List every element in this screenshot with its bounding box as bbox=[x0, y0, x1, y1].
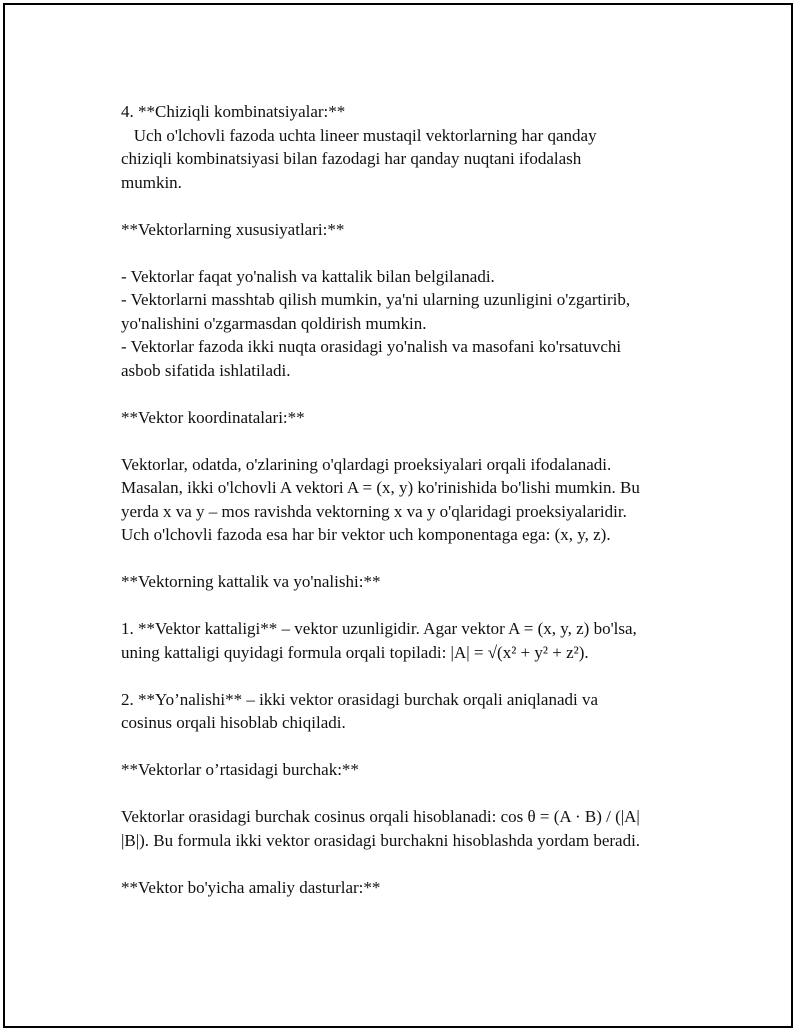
section-heading: **Vektor bo'yicha amaliy dasturlar:** bbox=[121, 877, 381, 897]
section-heading: **Vektorning kattalik va yo'nalishi:** bbox=[121, 572, 381, 591]
spacer bbox=[121, 382, 711, 406]
spacer bbox=[121, 241, 711, 265]
document-page bbox=[3, 3, 793, 1028]
list-item-heading: 4. **Chiziqli kombinatsiyalar:** bbox=[121, 102, 346, 121]
spacer bbox=[121, 194, 711, 218]
spacer bbox=[121, 594, 711, 618]
spacer bbox=[121, 429, 711, 453]
bullet-list: - Vektorlar faqat yo'nalish va kattalik bilan belgilanadi. - Vektorlarni masshtab qilish mumkin, ya'ni ularning uzunligini o'zgartirib, yo'nalishini o'zgarmasdan qoldirish mumkin. - Vektorlar fazoda ikki nuqta orasidagi yo'nalish va masofani ko'rsatuvchi asbob sifatida ishlatiladi. bbox=[121, 266, 631, 380]
section-heading: **Vektor koordinatalari:** bbox=[121, 407, 305, 427]
numbered-item: 1. **Vektor kattaligi** – vektor uzunligidir. Agar vektor A = (x, y, z) bo'lsa, uning kattaligi quyidagi formula orqali topiladi: |A| = √(x² + y² + z²). bbox=[121, 619, 637, 662]
spacer bbox=[121, 735, 711, 759]
spacer bbox=[121, 664, 711, 688]
numbered-item: 2. **Yo’nalishi** – ikki vektor orasidagi burchak orqali aniqlanadi va cosinus orqali hisoblab chiqiladi. bbox=[121, 689, 599, 732]
paragraph: Vektorlar orasidagi burchak cosinus orqali hisoblanadi: cos θ = (A · B) / (|A| |B|). Bu formula ikki vektor orasidagi burchakni hisoblashda yordam beradi. bbox=[121, 807, 641, 850]
document-body bbox=[121, 100, 711, 899]
paragraph: Uch o'lchovli fazoda uchta lineer mustaqil vektorlarning har qanday chiziqli kombinatsiyasi bilan fazodagi har qanday nuqtani ifodalash mumkin. bbox=[121, 125, 597, 192]
spacer bbox=[121, 852, 711, 876]
spacer bbox=[121, 547, 711, 571]
section-heading: **Vektorlarning xususiyatlari:** bbox=[121, 219, 345, 239]
spacer bbox=[121, 782, 711, 806]
paragraph: Vektorlar, odatda, o'zlarining o'qlardagi proeksiyalari orqali ifodalanadi. Masalan, ikki o'lchovli A vektori A = (x, y) ko'rinishida bo'lishi mumkin. Bu yerda x va y – mos ravishda vektorning x va y o'qlaridagi proeksiyalaridir. Uch o'lchovli fazoda esa har bir vektor uch komponentaga ega: (x, y, z). bbox=[121, 454, 640, 544]
section-heading: **Vektorlar o’rtasidagi burchak:** bbox=[121, 760, 359, 779]
